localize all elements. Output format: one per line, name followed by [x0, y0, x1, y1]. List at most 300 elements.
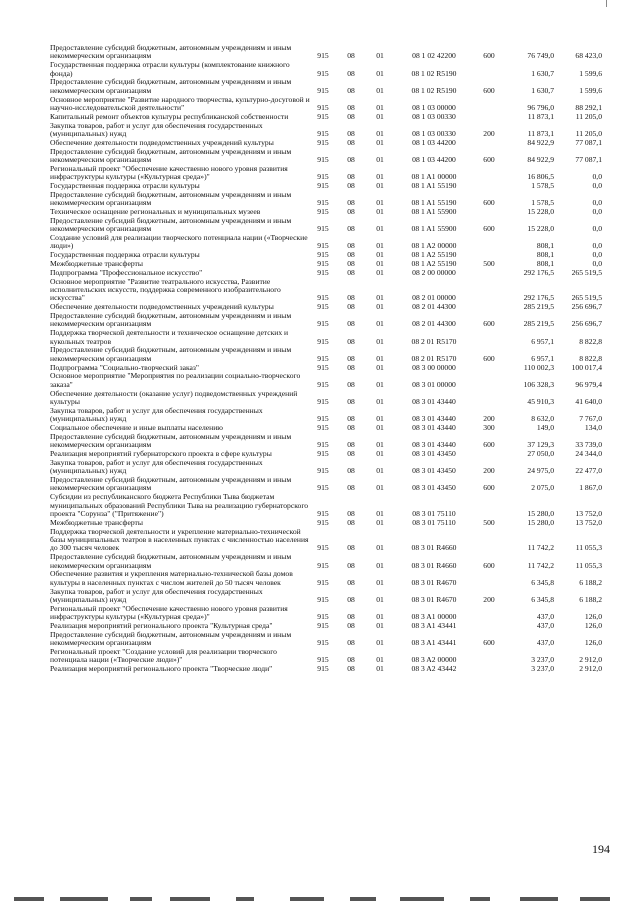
amount-year1: 37 129,3	[527, 440, 554, 450]
amount-year1: 3 237,0	[531, 655, 554, 665]
code-rz: 08	[347, 103, 355, 113]
code-rz: 08	[347, 111, 355, 121]
code-csr: 08 1 02 R5190	[411, 68, 457, 78]
amount-year1: 8 632,0	[531, 414, 554, 424]
code-vr	[474, 278, 504, 304]
code-gr: 915	[317, 111, 329, 121]
code-csr: 08 2 01 R5170	[411, 353, 457, 363]
amount-year2: 1 867,0	[579, 483, 602, 493]
code-vr	[474, 96, 504, 113]
code-csr: 08 3 A1 43441	[411, 638, 457, 648]
code-vr	[474, 570, 504, 587]
table-row	[50, 78, 602, 95]
code-pr: 01	[376, 449, 384, 459]
code-gr: 915	[317, 155, 329, 165]
code-csr: 08 3 01 43440	[412, 440, 456, 450]
code-vr: 600	[483, 353, 495, 363]
amount-year2: 13 752,0	[575, 509, 602, 519]
code-pr: 01	[376, 319, 384, 329]
code-rz: 08	[347, 638, 355, 648]
row-name: Предоставление субсидий бюджетным, автономным учреждениям и иным некоммерческим организациям	[50, 146, 292, 165]
code-rz: 08	[347, 241, 355, 251]
code-csr: 08 1 A2 55190	[411, 259, 457, 269]
amount-year2: 77 087,1	[575, 155, 602, 165]
table-row	[50, 44, 602, 61]
table-row	[50, 148, 602, 165]
code-rz: 08	[347, 181, 355, 191]
code-gr: 915	[317, 449, 329, 459]
amount-year1: 76 749,0	[527, 51, 554, 61]
code-pr: 01	[376, 68, 384, 78]
amount-year2: 126,0	[584, 621, 602, 631]
code-pr: 01	[376, 111, 384, 121]
table-row	[50, 648, 602, 665]
row-name: Предоставление субсидий бюджетным, автономным учреждениям и иным некоммерческим организациям	[50, 475, 292, 493]
code-pr: 01	[376, 423, 384, 433]
code-rz: 08	[347, 423, 355, 433]
row-name: Обеспечение развития и укрепления материально-технической базы домов культуры в населенных пунктах с числом жителей до 50 тысяч человек	[50, 569, 293, 587]
code-gr: 915	[317, 259, 329, 269]
code-gr: 915	[317, 362, 329, 372]
code-gr: 915	[317, 51, 329, 61]
row-name: Предоставление субсидий бюджетным, автономным учреждениям и иным некоммерческим организациям	[50, 189, 292, 208]
code-pr: 01	[376, 155, 384, 165]
code-csr: 08 1 A1 55190	[411, 181, 457, 191]
code-vr	[474, 234, 504, 251]
row-name: Основное мероприятие "Мероприятия по реализации социально-творческого заказа"	[50, 371, 301, 389]
code-pr: 01	[376, 577, 384, 587]
code-vr: 600	[483, 483, 495, 493]
amount-year2: 0,0	[592, 181, 602, 191]
amount-year2: 1 599,6	[579, 85, 602, 95]
amount-year1: 285 219,5	[523, 319, 554, 329]
code-pr: 01	[376, 353, 384, 363]
row-name: Предоставление субсидий бюджетным, автономным учреждениям и иным некоммерческим организациям	[50, 43, 292, 61]
amount-year1: 2 075,0	[531, 483, 554, 493]
code-vr: 600	[483, 224, 495, 234]
code-csr: 08 1 03 44200	[412, 155, 456, 165]
code-vr	[474, 390, 504, 407]
code-gr: 915	[317, 517, 329, 527]
amount-year2: 68 423,0	[575, 51, 602, 61]
amount-year2: 11 205,0	[575, 129, 602, 139]
code-csr: 08 3 01 43440	[412, 423, 456, 433]
table-row	[50, 605, 602, 622]
code-vr: 600	[483, 198, 495, 208]
code-gr: 915	[317, 423, 329, 433]
table-row	[50, 570, 602, 587]
row-name: Государственная поддержка отрасли культуры (комплектование книжного фонда)	[50, 60, 290, 78]
code-gr: 915	[317, 440, 329, 450]
code-vr	[474, 528, 504, 554]
table-row	[50, 234, 602, 251]
code-vr: 600	[483, 51, 495, 61]
table-row	[50, 459, 602, 476]
code-csr: 08 1 A1 55900	[411, 207, 457, 217]
code-vr: 600	[483, 85, 495, 95]
amount-year2: 6 188,2	[579, 595, 602, 605]
amount-year2: 8 822,8	[579, 336, 602, 346]
table-row	[50, 346, 602, 363]
code-rz: 08	[347, 440, 355, 450]
code-csr: 08 3 01 43450	[412, 449, 456, 459]
code-pr: 01	[376, 103, 384, 113]
code-vr	[474, 208, 504, 217]
code-vr: 600	[483, 638, 495, 648]
code-pr: 01	[376, 517, 384, 527]
code-vr: 200	[483, 414, 495, 424]
code-csr: 08 1 03 00330	[412, 111, 456, 121]
code-gr: 915	[317, 181, 329, 191]
code-rz: 08	[347, 267, 355, 277]
code-gr: 915	[317, 198, 329, 208]
code-rz: 08	[347, 655, 355, 665]
row-name: Закупка товаров, работ и услуг для обеспечения государственных (муниципальных) нужд	[50, 457, 263, 476]
budget-table	[50, 44, 602, 674]
amount-year2: 0,0	[592, 241, 602, 251]
table-row	[50, 433, 602, 450]
amount-year2: 24 344,0	[575, 449, 602, 459]
code-gr: 915	[317, 224, 329, 234]
code-pr: 01	[376, 293, 384, 303]
row-name: Социальное обеспечение и иные выплаты населению	[50, 423, 223, 433]
amount-year2: 256 696,7	[571, 319, 602, 329]
table-row	[50, 390, 602, 407]
amount-year1: 84 922,9	[527, 137, 554, 147]
code-pr: 01	[376, 51, 384, 61]
table-row	[50, 588, 602, 605]
code-rz: 08	[347, 560, 355, 570]
code-rz: 08	[347, 483, 355, 493]
amount-year1: 15 280,0	[527, 509, 554, 519]
code-vr: 200	[483, 466, 495, 476]
code-pr: 01	[376, 302, 384, 312]
table-row	[50, 191, 602, 208]
amount-year2: 41 640,0	[575, 397, 602, 407]
code-gr: 915	[317, 414, 329, 424]
amount-year1: 106 328,3	[523, 379, 554, 389]
code-gr: 915	[317, 595, 329, 605]
code-vr	[474, 605, 504, 622]
code-pr: 01	[376, 638, 384, 648]
code-rz: 08	[347, 302, 355, 312]
scan-edge-marks	[0, 893, 640, 903]
amount-year1: 11 742,2	[527, 543, 554, 553]
code-csr: 08 3 01 R4670	[411, 577, 457, 587]
code-pr: 01	[376, 181, 384, 191]
code-csr: 08 3 01 43440	[412, 397, 456, 407]
table-row	[50, 631, 602, 648]
amount-year2: 2 912,0	[579, 655, 602, 665]
code-gr: 915	[317, 466, 329, 476]
row-name: Региональный проект "Создание условий для реализации творческого потенциала нации («Творческие люди»)"	[50, 647, 277, 665]
code-pr: 01	[376, 414, 384, 424]
table-row	[50, 61, 602, 78]
code-gr: 915	[317, 621, 329, 631]
amount-year1: 6 345,8	[531, 577, 554, 587]
amount-year1: 808,1	[536, 259, 554, 269]
amount-year1: 84 922,9	[527, 155, 554, 165]
code-pr: 01	[376, 259, 384, 269]
code-gr: 915	[317, 638, 329, 648]
amount-year2: 2 912,0	[579, 664, 602, 674]
row-name: Подпрограмма "Социально-творческий заказ"	[50, 362, 199, 372]
code-pr: 01	[376, 397, 384, 407]
code-rz: 08	[347, 577, 355, 587]
table-row	[50, 528, 602, 554]
table-row	[50, 312, 602, 329]
amount-year2: 1 599,6	[579, 68, 602, 78]
code-vr: 600	[483, 560, 495, 570]
code-gr: 915	[317, 509, 329, 519]
code-csr: 08 2 01 44300	[412, 302, 456, 312]
code-vr: 600	[483, 440, 495, 450]
table-row	[50, 217, 602, 234]
table-row	[50, 372, 602, 389]
code-gr: 915	[317, 267, 329, 277]
code-gr: 915	[317, 241, 329, 251]
row-name: Субсидии из республиканского бюджета Республики Тыва бюджетам муниципальных образований Республики Тыва на реализацию губернаторского проекта "Сорунза" ("Притяжение")	[50, 492, 309, 519]
amount-year1: 16 806,5	[527, 172, 554, 182]
code-pr: 01	[376, 137, 384, 147]
amount-year1: 292 176,5	[523, 267, 554, 277]
code-rz: 08	[347, 137, 355, 147]
row-name: Реализация мероприятий регионального проекта "Творческие люди"	[50, 664, 273, 674]
code-gr: 915	[317, 353, 329, 363]
code-vr	[474, 372, 504, 389]
code-csr: 08 3 01 43450	[412, 483, 456, 493]
code-csr: 08 3 A1 00000	[411, 612, 457, 622]
scan-mark	[606, 0, 607, 7]
code-rz: 08	[347, 259, 355, 269]
amount-year2: 256 696,7	[571, 302, 602, 312]
amount-year1: 808,1	[536, 241, 554, 251]
amount-year2: 11 205,0	[575, 111, 602, 121]
amount-year2: 13 752,0	[575, 517, 602, 527]
amount-year1: 45 910,3	[527, 397, 554, 407]
code-rz: 08	[347, 319, 355, 329]
amount-year2: 8 822,8	[579, 353, 602, 363]
table-row	[50, 407, 602, 424]
row-name: Закупка товаров, работ и услуг для обеспечения государственных (муниципальных) нужд	[50, 120, 263, 139]
row-name: Предоставление субсидий бюджетным, автономным учреждениям и иным некоммерческим организациям	[50, 215, 292, 234]
code-csr: 08 3 01 43450	[412, 466, 456, 476]
code-pr: 01	[376, 543, 384, 553]
row-name: Региональный проект "Обеспечение качественно нового уровня развития инфраструктуры культуры («Культурная среда»)"	[50, 603, 288, 622]
amount-year2: 22 477,0	[575, 466, 602, 476]
code-rz: 08	[347, 543, 355, 553]
code-vr: 500	[483, 259, 495, 269]
row-name: Межбюджетные трансферты	[50, 259, 143, 269]
code-pr: 01	[376, 612, 384, 622]
code-csr: 08 1 03 00000	[412, 103, 456, 113]
code-rz: 08	[347, 664, 355, 674]
amount-year2: 11 055,3	[575, 543, 602, 553]
code-pr: 01	[376, 362, 384, 372]
code-pr: 01	[376, 664, 384, 674]
row-name: Обеспечение деятельности подведомственных учреждений культуры	[50, 302, 274, 312]
code-vr	[474, 303, 504, 312]
code-vr	[474, 113, 504, 122]
code-gr: 915	[317, 319, 329, 329]
code-pr: 01	[376, 172, 384, 182]
code-pr: 01	[376, 336, 384, 346]
code-gr: 915	[317, 612, 329, 622]
code-rz: 08	[347, 155, 355, 165]
code-pr: 01	[376, 595, 384, 605]
code-vr	[474, 182, 504, 191]
code-rz: 08	[347, 362, 355, 372]
amount-year1: 27 050,0	[527, 449, 554, 459]
code-pr: 01	[376, 129, 384, 139]
table-row	[50, 96, 602, 113]
row-name: Предоставление субсидий бюджетным, автономным учреждениям и иным некоммерческим организациям	[50, 311, 292, 329]
code-rz: 08	[347, 449, 355, 459]
table-row	[50, 493, 602, 519]
code-csr: 08 1 A1 00000	[411, 172, 457, 182]
amount-year1: 6 957,1	[531, 336, 554, 346]
code-rz: 08	[347, 129, 355, 139]
amount-year2: 0,0	[592, 259, 602, 269]
code-gr: 915	[317, 483, 329, 493]
code-gr: 915	[317, 85, 329, 95]
amount-year1: 24 975,0	[527, 466, 554, 476]
row-name: Реализация мероприятий губернаторского проекта в сфере культуры	[50, 449, 272, 459]
row-name: Техническое оснащение региональных и муниципальных музеев	[50, 207, 261, 217]
code-csr: 08 1 03 44200	[412, 137, 456, 147]
code-gr: 915	[317, 560, 329, 570]
code-gr: 915	[317, 543, 329, 553]
code-csr: 08 3 01 00000	[412, 379, 456, 389]
code-csr: 08 3 01 R4660	[411, 560, 457, 570]
code-pr: 01	[376, 207, 384, 217]
code-rz: 08	[347, 612, 355, 622]
code-rz: 08	[347, 51, 355, 61]
amount-year1: 15 228,0	[527, 224, 554, 234]
row-name: Закупка товаров, работ и услуг для обеспечения государственных (муниципальных) нужд	[50, 586, 263, 605]
amount-year2: 0,0	[592, 224, 602, 234]
code-csr: 08 2 01 00000	[412, 293, 456, 303]
row-name: Предоставление субсидий бюджетным, автономным учреждениям и иным некоммерческим организациям	[50, 629, 292, 648]
code-rz: 08	[347, 85, 355, 95]
code-rz: 08	[347, 172, 355, 182]
row-name: Государственная поддержка отрасли культуры	[50, 181, 200, 191]
code-csr: 08 1 03 00330	[412, 129, 456, 139]
code-gr: 915	[317, 397, 329, 407]
code-rz: 08	[347, 198, 355, 208]
code-csr: 08 1 A1 55900	[411, 224, 457, 234]
amount-year1: 1 578,5	[531, 198, 554, 208]
code-pr: 01	[376, 466, 384, 476]
amount-year2: 0,0	[592, 207, 602, 217]
code-gr: 915	[317, 137, 329, 147]
row-name: Поддержка творческой деятельности и техническое оснащение детских и кукольных театров	[50, 328, 289, 346]
code-pr: 01	[376, 621, 384, 631]
code-csr: 08 3 A1 43441	[411, 621, 457, 631]
row-name: Реализация мероприятий регионального проекта "Культурная среда"	[50, 621, 273, 631]
table-row	[50, 278, 602, 304]
code-vr: 600	[483, 155, 495, 165]
amount-year1: 437,0	[536, 621, 554, 631]
amount-year2: 0,0	[592, 250, 602, 260]
code-rz: 08	[347, 517, 355, 527]
code-csr: 08 2 00 00000	[412, 267, 456, 277]
row-name: Поддержка творческой деятельности и укрепление материально-технической базы муниципальных театров в населенных пунктах с численностью населения до 300 тысяч человек	[50, 526, 309, 553]
code-csr: 08 3 01 43440	[412, 414, 456, 424]
code-pr: 01	[376, 198, 384, 208]
amount-year2: 100 017,4	[571, 362, 602, 372]
code-gr: 915	[317, 103, 329, 113]
code-gr: 915	[317, 336, 329, 346]
code-gr: 915	[317, 293, 329, 303]
code-vr	[474, 450, 504, 459]
code-pr: 01	[376, 509, 384, 519]
code-rz: 08	[347, 466, 355, 476]
code-vr: 200	[483, 129, 495, 139]
row-name: Основное мероприятие "Развитие театрального искусства, Развитие исполнительских искусств, поддержка современного изобразительного искусства"	[50, 276, 281, 303]
code-csr: 08 1 A2 00000	[411, 241, 457, 251]
code-csr: 08 1 02 R5190	[411, 85, 457, 95]
amount-year1: 96 796,0	[527, 103, 554, 113]
code-gr: 915	[317, 172, 329, 182]
code-pr: 01	[376, 267, 384, 277]
code-pr: 01	[376, 379, 384, 389]
row-name: Предоставление субсидий бюджетным, автономным учреждениям и иным некоммерческим организациям	[50, 431, 292, 450]
code-csr: 08 2 01 R5170	[411, 336, 457, 346]
amount-year2: 265 519,5	[571, 293, 602, 303]
row-name: Подпрограмма "Профессиональное искусство"	[50, 267, 203, 277]
amount-year1: 11 873,1	[527, 111, 554, 121]
code-vr	[474, 648, 504, 665]
code-rz: 08	[347, 68, 355, 78]
code-rz: 08	[347, 207, 355, 217]
code-pr: 01	[376, 440, 384, 450]
amount-year2: 33 739,0	[575, 440, 602, 450]
amount-year2: 6 188,2	[579, 577, 602, 587]
amount-year1: 149,0	[536, 423, 554, 433]
code-vr	[474, 139, 504, 148]
amount-year1: 1 578,5	[531, 181, 554, 191]
code-pr: 01	[376, 250, 384, 260]
code-vr	[474, 622, 504, 631]
amount-year1: 6 345,8	[531, 595, 554, 605]
amount-year1: 285 219,5	[523, 302, 554, 312]
code-pr: 01	[376, 224, 384, 234]
row-name: Государственная поддержка отрасли культуры	[50, 250, 200, 260]
code-pr: 01	[376, 483, 384, 493]
row-name: Предоставление субсидий бюджетным, автономным учреждениям и иным некоммерческим организациям	[50, 345, 292, 363]
code-gr: 915	[317, 250, 329, 260]
code-rz: 08	[347, 224, 355, 234]
code-gr: 915	[317, 577, 329, 587]
code-rz: 08	[347, 379, 355, 389]
table-row	[50, 665, 602, 674]
amount-year1: 6 957,1	[531, 353, 554, 363]
table-row	[50, 122, 602, 139]
code-rz: 08	[347, 509, 355, 519]
code-csr: 08 1 02 42200	[412, 51, 456, 61]
row-name: Региональный проект "Обеспечение качественно нового уровня развития инфраструктуры культуры («Культурная среда»)"	[50, 163, 288, 182]
code-vr	[474, 665, 504, 674]
amount-year2: 265 519,5	[571, 267, 602, 277]
code-csr: 08 2 01 44300	[412, 319, 456, 329]
code-csr: 08 3 01 R4660	[411, 543, 457, 553]
code-csr: 08 3 00 00000	[412, 362, 456, 372]
code-rz: 08	[347, 397, 355, 407]
code-pr: 01	[376, 560, 384, 570]
amount-year2: 77 087,1	[575, 137, 602, 147]
code-rz: 08	[347, 336, 355, 346]
